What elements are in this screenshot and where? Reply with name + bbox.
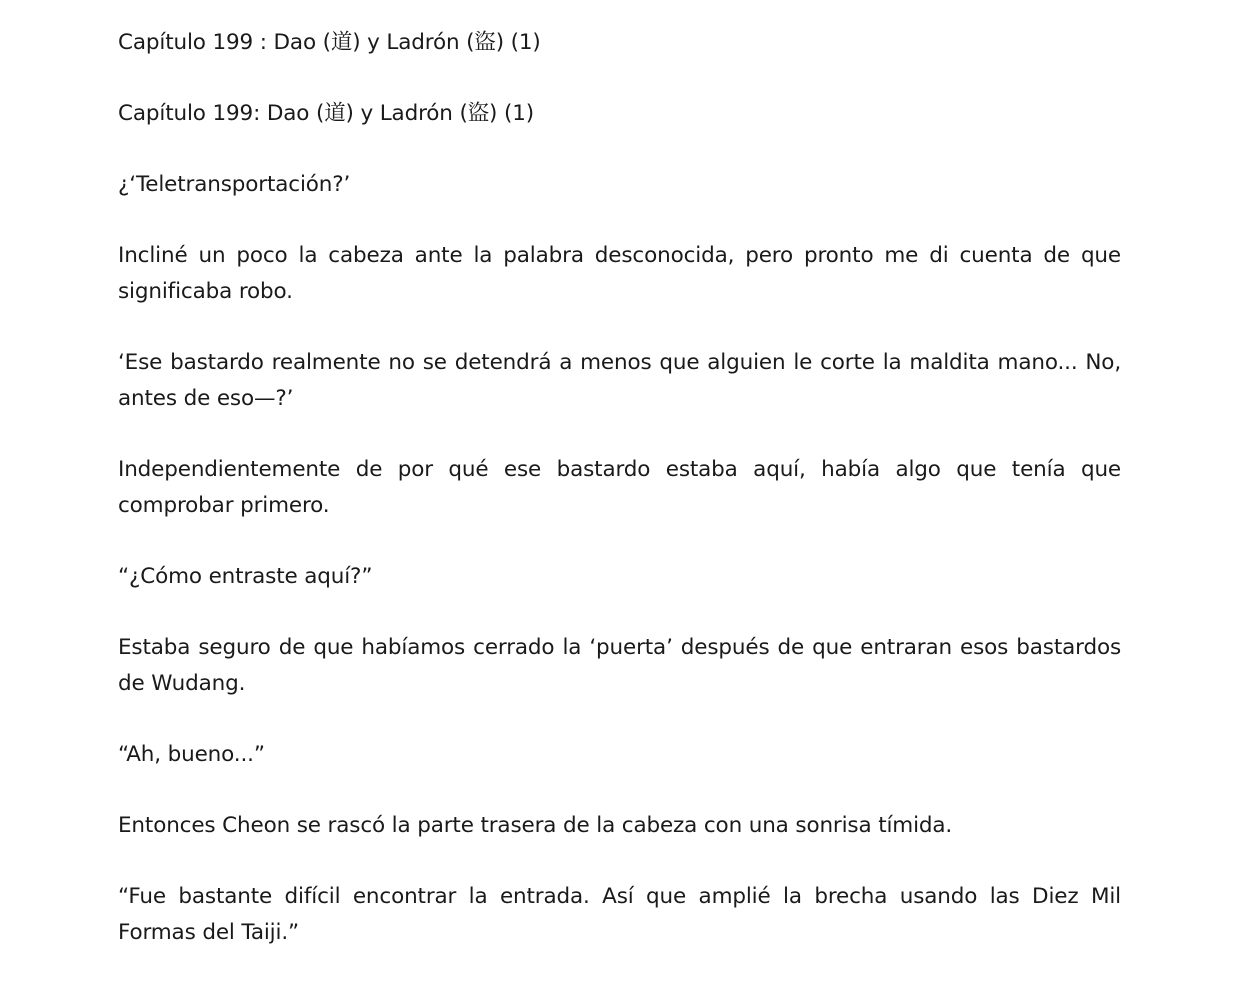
paragraph: “Ah, bueno...” xyxy=(118,742,265,767)
paragraph: Incliné un poco la cabeza ante la palabra desconocida, pero pronto me di cuenta de que significaba robo. xyxy=(118,243,1121,304)
paragraph: “Fue bastante difícil encontrar la entrada. Así que amplié la brecha usando las Diez Mil Formas del Taiji.” xyxy=(118,884,1121,945)
paragraph: ¿‘Teletransportación?’ xyxy=(118,172,351,197)
paragraph: Independientemente de por qué ese bastardo estaba aquí, había algo que tenía que comprobar primero. xyxy=(118,457,1121,518)
paragraph: ‘Ese bastardo realmente no se detendrá a menos que alguien le corte la maldita mano... No, antes de eso—?’ xyxy=(118,350,1121,411)
paragraph: Estaba seguro de que habíamos cerrado la ‘puerta’ después de que entraran esos bastardos de Wudang. xyxy=(118,635,1121,696)
paragraph: “¿Cómo entraste aquí?” xyxy=(118,564,373,589)
paragraph: Entonces Cheon se rascó la parte trasera de la cabeza con una sonrisa tímida. xyxy=(118,813,953,838)
chapter-title: Capítulo 199 : Dao (道) y Ladrón (盜) (1) xyxy=(118,30,541,55)
document-body xyxy=(118,25,1121,986)
chapter-subtitle: Capítulo 199: Dao (道) y Ladrón (盜) (1) xyxy=(118,101,534,126)
